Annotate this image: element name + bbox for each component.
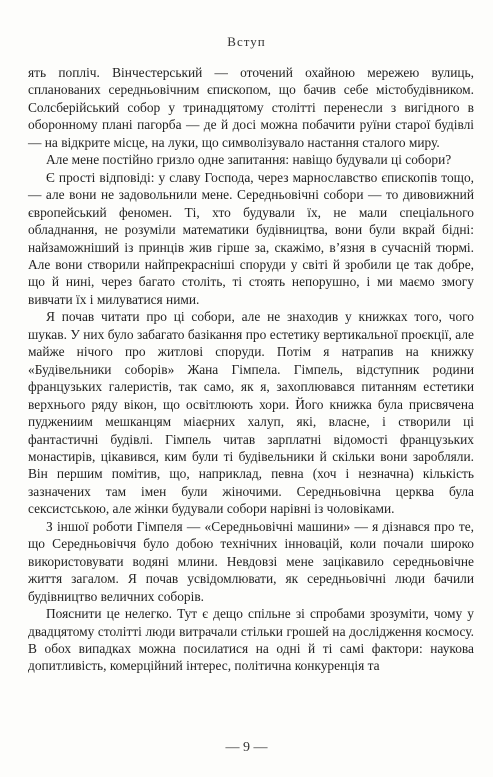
paragraph: Я почав читати про ці собори, але не знаходив у книжках того, чого шукав. У них було забагато базікання про естетику вертикальної проєкції, але майже нічого про житлові споруди. Потім я натрапив на книжку «Будівельники соборів» Жана Гімпела. Гімпель, відступник родини французьких галеристів, так само, як я, захоплювався питанням естетики верхнього ряду вікон, що освітлюють хори. Його книжка була присвячена пуджениим мешканцям міаєрних халуп, які, власне, і створили ці фантастичні будівлі. Гімпель читав зарплатні відомості французьких монастирів, цікавився, ким були ті будівельники й скільки вони заробляли. Він першим помітив, що, наприклад, певна (хоч і незначна) кількість зазначених там імен були жіночими. Середньовічна церква була сексистською, але жінки будували собори нарівні із чоловіками.	[28, 309, 474, 517]
running-header: Вступ	[227, 34, 266, 49]
paragraph: Є прості відповіді: у славу Господа, через марнославство єпископів тощо,— але вони не задовольнили мене. Середньовічні собори — то дивовижний європейський феномен. Ті, хто будували їх, не мали спеціального обладнання, не розуміли математики будівництва, вони були вкрай бідні: найзаможніший із принців жив гірше за, скажімо, в’язня в сучасній тюрмі. Але вони створили найпрекрасніші споруди у світі й зробили це так добре, що й нині, через багато століть, ті стоять непорушно, і ми маємо змогу вивчати їх і милуватися ними.	[28, 169, 474, 307]
page-body	[28, 64, 474, 675]
paragraph-continuation: ять попліч. Вінчестерський — оточений охайною мережею вулиць, спланованих середньовічним єпископом, що бачив себе містобудівником. Солсберійський собор у тринадцятому столітті перенесли з вигідного в оборонному плані пагорба — де й досі можна побачити руїни старої будівлі — на відкрите місце, на луки, що символізувало настання сталого миру.	[28, 65, 474, 150]
paragraph: Але мене постійно гризло одне запитання: навіщо будували ці собори?	[46, 152, 452, 168]
paragraph: Пояснити це нелегко. Тут є дещо спільне зі спробами зрозуміти, чому у двадцятому столітті люди витрачали стільки грошей на дослідження космосу. В обох випадках можна посилатися на одні й ті самі фактори: наукова допитливість, комерційний інтерес, політична конкуренція та	[28, 606, 474, 674]
page-number: — 9 —	[225, 740, 268, 755]
paragraph: З іншої роботи Гімпеля — «Середньовічні машини» — я дізнався про те, що Середньовіччя було добою технічних інновацій, коли почали широко використовувати водяні млини. Невдовзі мене зацікавило середньовічне життя загалом. Я почав усвідомлювати, як середньовічні люди бачили будівництво величних соборів.	[28, 518, 474, 604]
